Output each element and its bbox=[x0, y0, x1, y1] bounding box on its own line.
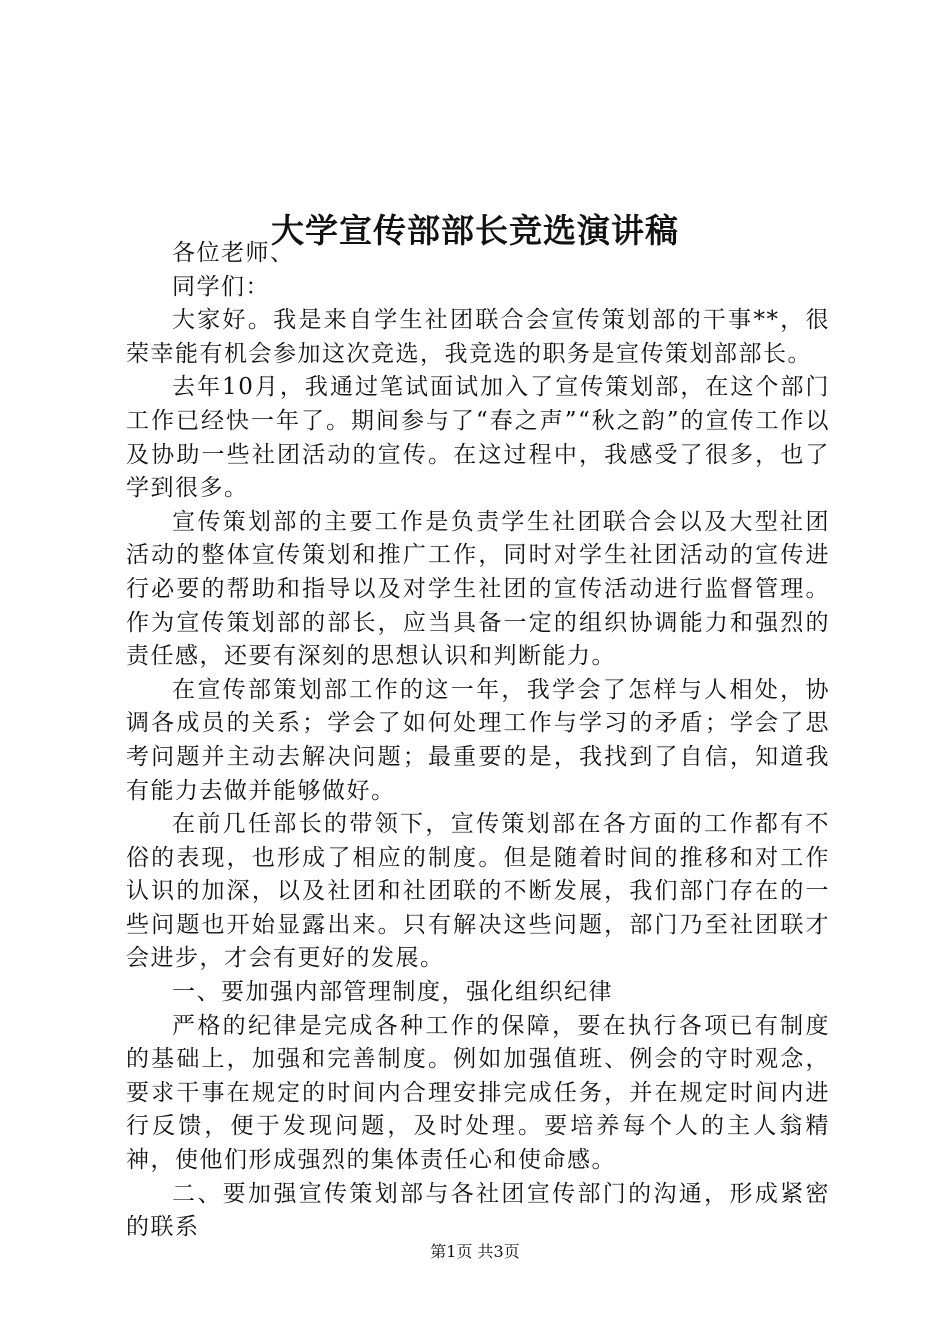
document-title: 大学宣传部部长竞选演讲稿 bbox=[271, 211, 679, 251]
paragraph: 严格的纪律是完成各种工作的保障，要在执行各项已有制度的基础上，加强和完善制度。例如加强值班、例会的守时观念，要求干事在规定的时间内合理安排完成任务，并在规定时间内进行反馈，便于发现问题，及时处理。要培养每个人的主人翁精神，使他们形成强烈的集体责任心和使命感。 bbox=[126, 1012, 830, 1174]
section-heading: 一、要加强内部管理制度，强化组织纪律 bbox=[172, 979, 613, 1006]
paragraph: 在前几任部长的带领下，宣传策划部在各方面的工作都有不俗的表现，也形成了相应的制度。但是随着时间的推移和对工作认识的加深，以及社团和社团联的不断发展，我们部门存在的一些问题也开始显露出来。只有解决这些问题，部门乃至社团联才会进步，才会有更好的发展。 bbox=[126, 811, 830, 972]
paragraph: 在宣传部策划部工作的这一年，我学会了怎样与人相处，协调各成员的关系；学会了如何处理工作与学习的矛盾；学会了思考问题并主动去解决问题；最重要的是，我找到了自信，知道我有能力去做并能够做好。 bbox=[126, 676, 830, 804]
paragraph: 大家好。我是来自学生社团联合会宣传策划部的干事**，很荣幸能有机会参加这次竞选，我竞选的职务是宣传策划部部长。 bbox=[126, 307, 830, 367]
paragraph: 同学们： bbox=[172, 273, 270, 300]
section-heading: 二、要加强宣传策划部与各社团宣传部门的沟通，形成紧密的联系 bbox=[126, 1180, 830, 1241]
paragraph: 各位老师、 bbox=[172, 240, 295, 266]
page-footer: 第1页 共3页 bbox=[430, 1242, 520, 1261]
paragraph: 宣传策划部的主要工作是负责学生社团联合会以及大型社团活动的整体宣传策划和推广工作，同时对学生社团活动的宣传进行必要的帮助和指导以及对学生社团的宣传活动进行监督管理。作为宣传策划部的部长，应当具备一定的组织协调能力和强烈的责任感，还要有深刻的思想认识和判断能力。 bbox=[126, 508, 830, 670]
document-body bbox=[126, 237, 830, 1245]
paragraph: 去年10月，我通过笔试面试加入了宣传策划部，在这个部门工作已经快一年了。期间参与了“春之声”“秋之韵”的宣传工作以及协助一些社团活动的宣传。在这过程中，我感受了很多，也了学到很多。 bbox=[126, 374, 830, 502]
